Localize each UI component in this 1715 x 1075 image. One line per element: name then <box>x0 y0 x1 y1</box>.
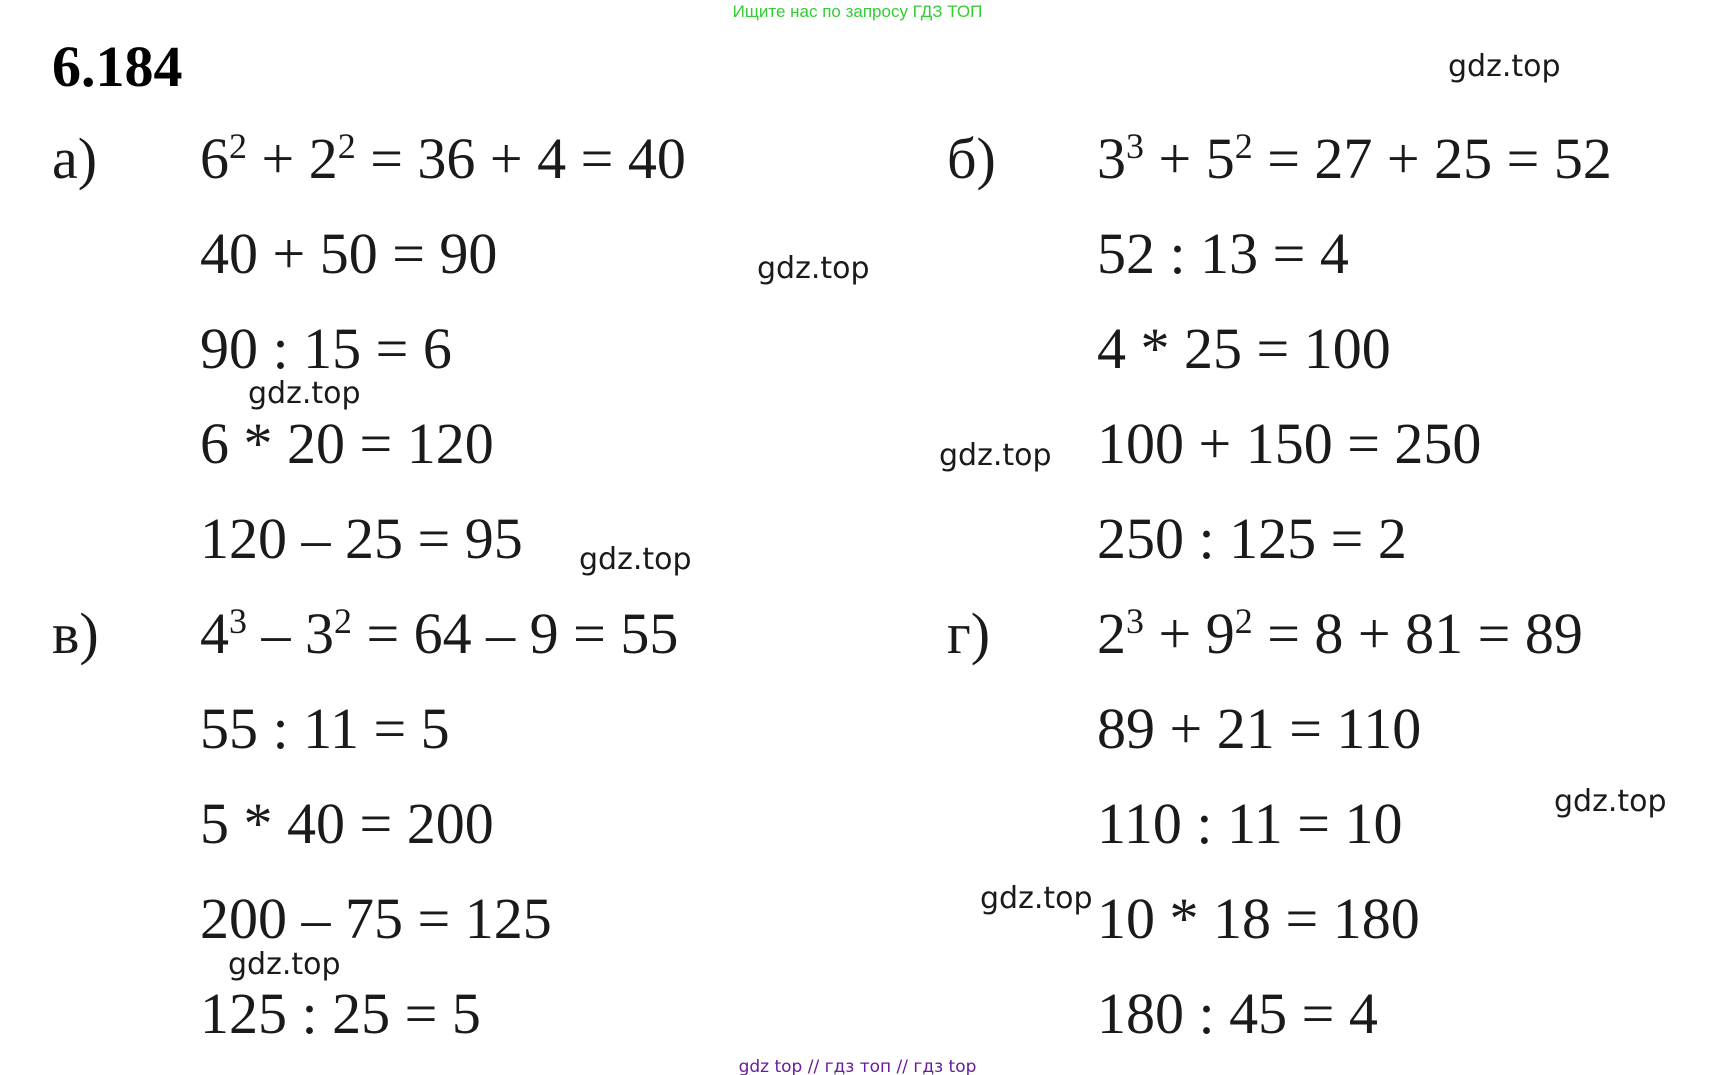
part-a-line-4: 6 * 20 = 120 <box>200 411 494 476</box>
part-g-line-4: 10 * 18 = 180 <box>1097 886 1420 951</box>
part-b-line-1: $3^3 + 5^2 = 27 + 25 = 52$ <box>1097 126 1612 191</box>
watermark: gdz.top <box>248 376 361 411</box>
part-b-line-3: 4 * 25 = 100 <box>1097 316 1391 381</box>
part-g-line-5: 180 : 45 = 4 <box>1097 981 1378 1046</box>
watermark: gdz.top <box>228 947 341 982</box>
part-g-line-1: $2^3 + 9^2 = 8 + 81 = 89$ <box>1097 601 1583 666</box>
watermark: gdz.top <box>939 438 1052 473</box>
part-g-line-2: 89 + 21 = 110 <box>1097 696 1422 761</box>
problem-number: 6.184 <box>52 34 183 99</box>
watermark: gdz.top <box>579 542 692 577</box>
part-a-line-2: 40 + 50 = 90 <box>200 221 498 286</box>
part-v-line-1: $4^3 - 3^2 = 64 - 9 = 55$ <box>200 601 679 666</box>
part-v-line-5: 125 : 25 = 5 <box>200 981 481 1046</box>
part-a-line-3: 90 : 15 = 6 <box>200 316 452 381</box>
part-b-line-5: 250 : 125 = 2 <box>1097 506 1407 571</box>
part-b-line-4: 100 + 150 = 250 <box>1097 411 1482 476</box>
part-g-label: г) <box>947 601 991 666</box>
part-a-line-1: $6^2 + 2^2 = 36 + 4 = 40$ <box>200 126 686 191</box>
part-b-label: б) <box>947 126 996 191</box>
watermark: gdz.top <box>1448 49 1561 84</box>
part-b-line-2: 52 : 13 = 4 <box>1097 221 1349 286</box>
part-v-label: в) <box>52 601 99 666</box>
part-a-line-5: 120 – 25 = 95 <box>200 506 523 571</box>
watermark: gdz.top <box>980 881 1093 916</box>
search-hint: Ищите нас по запросу ГДЗ ТОП <box>732 2 983 21</box>
footer-watermark: gdz top // гдз топ // гдз top <box>738 1057 977 1075</box>
part-v-line-2: 55 : 11 = 5 <box>200 696 450 761</box>
watermark: gdz.top <box>757 251 870 286</box>
part-a-label: а) <box>52 126 98 191</box>
part-g-line-3: 110 : 11 = 10 <box>1097 791 1403 856</box>
part-v-line-4: 200 – 75 = 125 <box>200 886 552 951</box>
part-v-line-3: 5 * 40 = 200 <box>200 791 494 856</box>
watermark: gdz.top <box>1554 784 1667 819</box>
